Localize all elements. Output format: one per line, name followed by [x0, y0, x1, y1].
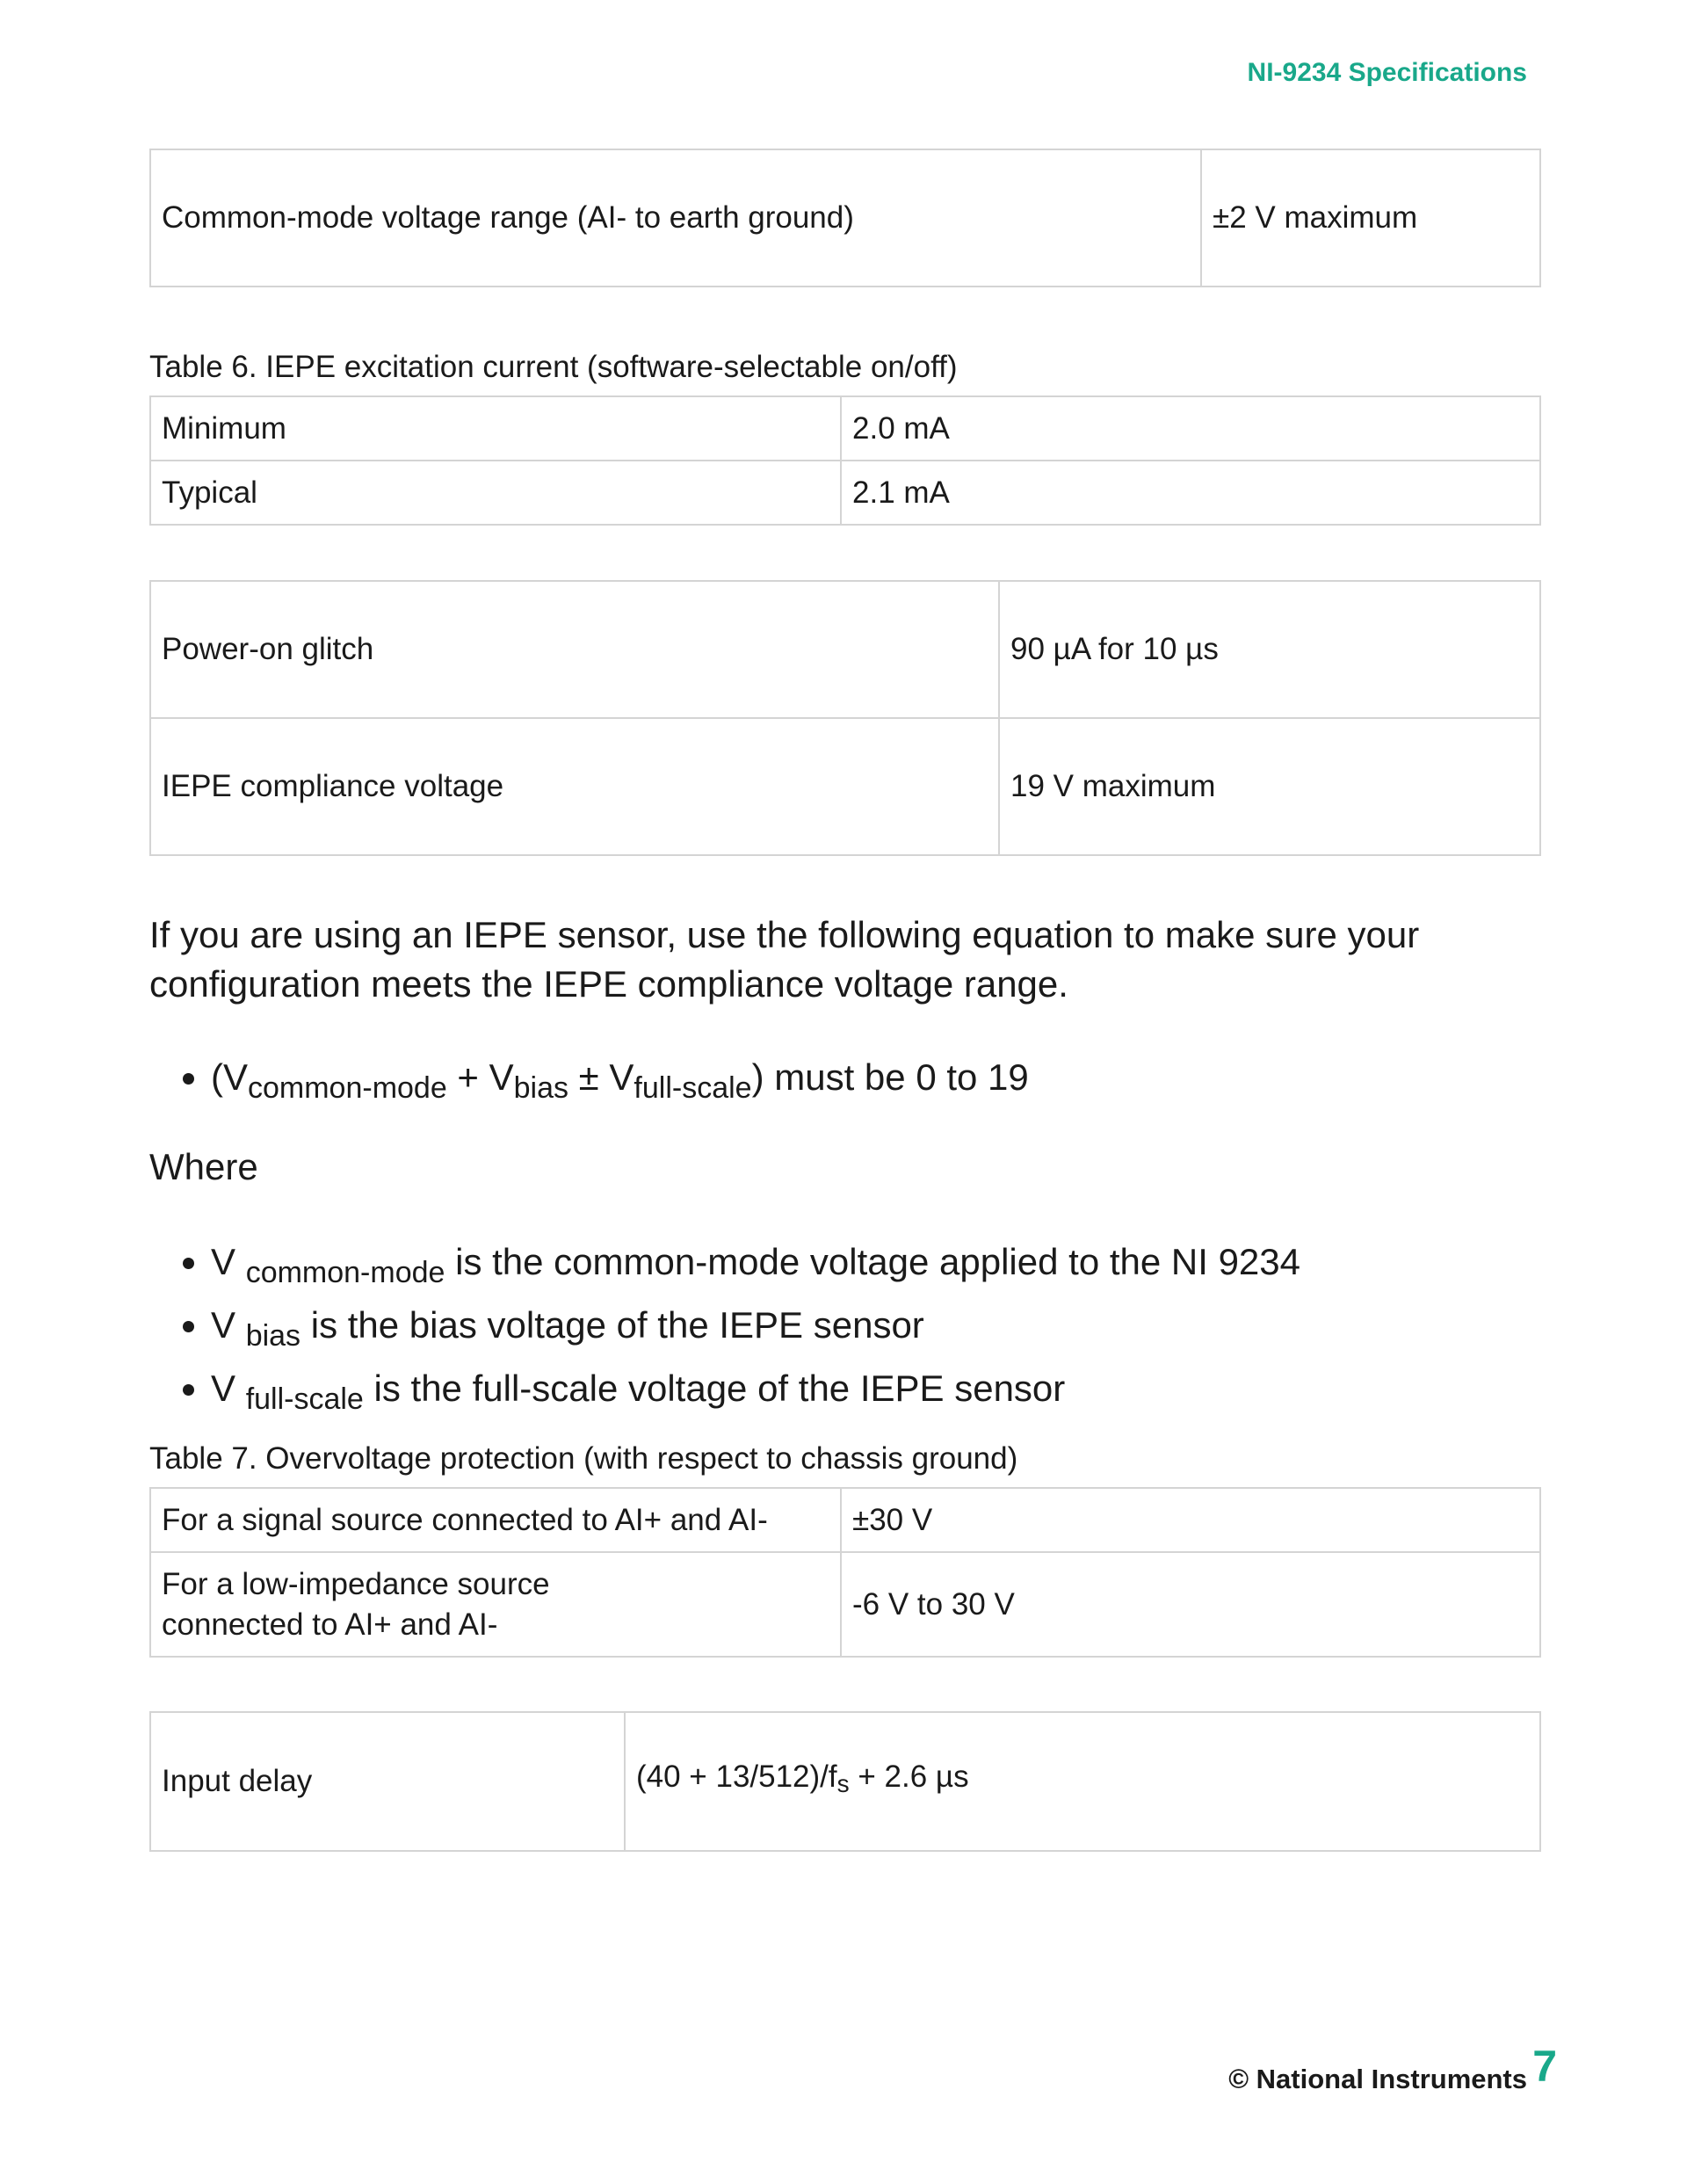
- overvoltage-table: [149, 1487, 1541, 1658]
- spec-value: [625, 1712, 1540, 1851]
- equation-subscript: common-mode: [248, 1071, 447, 1105]
- table7-caption: Table 7. Overvoltage protection (with respect to chassis ground): [149, 1441, 1018, 1476]
- spec-value: 19 V maximum: [999, 718, 1540, 855]
- list-item: [211, 1362, 1300, 1426]
- definition-symbol: V: [211, 1304, 246, 1346]
- power-compliance-table: [149, 580, 1541, 856]
- spec-label: Typical: [150, 461, 841, 525]
- spec-value: 2.0 mA: [841, 396, 1540, 461]
- spec-label: [150, 1552, 841, 1657]
- formula-text: (40 + 13/512)/f: [636, 1760, 837, 1794]
- where-label: Where: [149, 1146, 258, 1187]
- definition-text: is the full-scale voltage of the IEPE sensor: [363, 1368, 1066, 1409]
- table-row: [150, 461, 1540, 525]
- equation-text: ± V: [568, 1056, 634, 1098]
- table-row: [150, 149, 1540, 287]
- footer-copyright: © National Instruments: [1228, 2064, 1527, 2094]
- spec-label: Common-mode voltage range (AI- to earth ground): [150, 149, 1201, 287]
- table-row: [150, 1488, 1540, 1552]
- equation-list: [149, 1051, 1029, 1114]
- page-number: 7: [1532, 2042, 1557, 2091]
- spec-label: Input delay: [150, 1712, 625, 1851]
- spec-value: 90 µA for 10 µs: [999, 581, 1540, 718]
- equation-subscript: bias: [513, 1071, 569, 1105]
- table-row: [150, 1712, 1540, 1851]
- equation-subscript: full-scale: [634, 1071, 752, 1105]
- input-delay-table: [149, 1711, 1541, 1852]
- spec-label-line: For a low-impedance source: [162, 1566, 550, 1601]
- definition-text: is the bias voltage of the IEPE sensor: [300, 1304, 924, 1346]
- equation-text: ) must be 0 to 19: [751, 1056, 1029, 1098]
- spec-label: Minimum: [150, 396, 841, 461]
- spec-value: ±30 V: [841, 1488, 1540, 1552]
- equation-text: (V: [211, 1056, 248, 1098]
- list-item: [211, 1051, 1029, 1114]
- equation-text: + V: [446, 1056, 514, 1098]
- spec-label: Power-on glitch: [150, 581, 999, 718]
- definition-subscript: common-mode: [245, 1256, 445, 1289]
- table-row: [150, 718, 1540, 855]
- table-row: [150, 581, 1540, 718]
- iepe-excitation-table: [149, 395, 1541, 526]
- definition-subscript: bias: [245, 1319, 301, 1353]
- formula-subscript: s: [836, 1770, 850, 1797]
- table-row: [150, 1552, 1540, 1657]
- spec-value: ±2 V maximum: [1201, 149, 1540, 287]
- table-row: [150, 396, 1540, 461]
- definition-list: [149, 1236, 1300, 1426]
- spec-value: 2.1 mA: [841, 461, 1540, 525]
- intro-paragraph: If you are using an IEPE sensor, use the following equation to make sure your configuration meets the IEPE compliance voltage range.: [149, 914, 1420, 1005]
- spec-value: -6 V to 30 V: [841, 1552, 1540, 1657]
- definition-subscript: full-scale: [245, 1382, 364, 1416]
- formula-text: + 2.6 µs: [849, 1760, 969, 1794]
- common-mode-table: [149, 149, 1541, 287]
- definition-text: is the common-mode voltage applied to the NI 9234: [445, 1241, 1301, 1282]
- list-item: [211, 1299, 1300, 1362]
- running-header-title: NI-9234 Specifications: [1247, 58, 1527, 87]
- list-item: [211, 1236, 1300, 1299]
- spec-label: IEPE compliance voltage: [150, 718, 999, 855]
- table6-caption: Table 6. IEPE excitation current (software-selectable on/off): [149, 350, 958, 384]
- definition-symbol: V: [211, 1368, 246, 1409]
- spec-label-line: connected to AI+ and AI-: [162, 1607, 498, 1642]
- spec-label: For a signal source connected to AI+ and AI-: [150, 1488, 841, 1552]
- definition-symbol: V: [211, 1241, 246, 1282]
